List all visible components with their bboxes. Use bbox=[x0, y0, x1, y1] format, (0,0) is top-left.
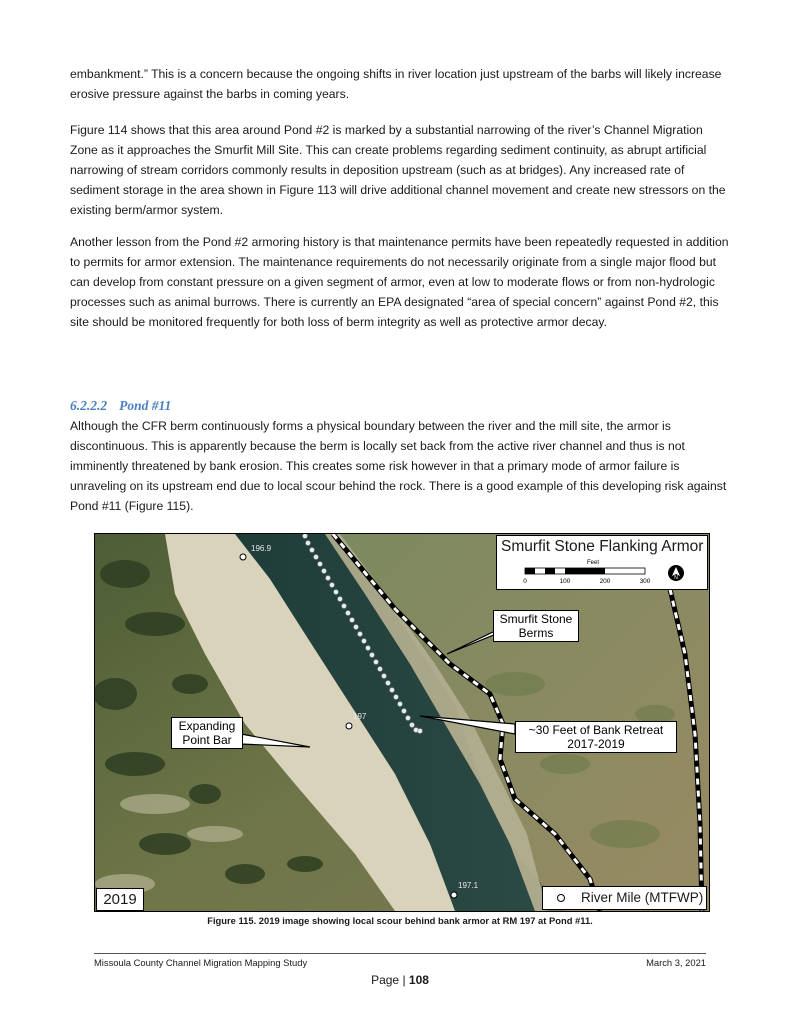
figure-caption: Figure 115. 2019 image showing local scour behind bank armor at RM 197 at Pond #11. bbox=[207, 915, 593, 926]
scale-tick: 200 bbox=[599, 578, 611, 585]
river-mile-label: 197.1 bbox=[458, 881, 479, 890]
legend-label: River Mile (MTFWP) bbox=[581, 890, 704, 905]
paragraph-1: embankment.” This is a concern because the ongoing shifts in river location just upstream of the barbs will likely increase erosive pressure against the barbs in coming years. bbox=[70, 67, 722, 101]
paragraph-3: Another lesson from the Pond #2 armoring history is that maintenance permits have been repeatedly requested in addition to permits for armor extension. The maintenance requirements do not necessarily originate from a single major flood but can develop from constant pressure on a given segment of armor, even at low to moderate flows or from non-hydrologic processes such as animal burrows. There is currently an EPA designated “area of special concern” against Pond #2, this site should be monitored frequently for both loss of berm integrity as well as protective armor decay. bbox=[70, 235, 729, 329]
scale-tick: 300 bbox=[639, 578, 651, 585]
section-title: Pond #11 bbox=[119, 398, 172, 413]
footer-divider bbox=[94, 953, 706, 954]
river-mile-label: 197 bbox=[353, 712, 367, 721]
year-label: 2019 bbox=[96, 888, 144, 911]
callout-bank-retreat bbox=[515, 721, 677, 753]
callout-point-bar: Expanding Point Bar bbox=[171, 717, 243, 749]
page-number bbox=[0, 973, 800, 987]
footer-study-title: Missoula County Channel Migration Mapping Study bbox=[94, 957, 308, 968]
scale-unit: Feet bbox=[586, 560, 600, 566]
page-number-value: 108 bbox=[408, 973, 429, 987]
paragraph-2: Figure 114 shows that this area around Pond #2 is marked by a substantial narrowing of the river’s Channel Migration Zone as it approaches the Smurfit Mill Site. This can create problems regarding sediment continuity, as abrupt artificial narrowing of stream corridors commonly results in deposition upstream (such as at bridges). Any increased rate of sediment storage in the area shown in Figure 113 will drive additional channel movement and create new stressors on the existing berm/armor system. bbox=[70, 123, 726, 217]
section-number: 6.2.2.2 bbox=[70, 398, 108, 413]
north-arrow-icon bbox=[668, 565, 684, 581]
scale-tick: 100 bbox=[559, 578, 571, 585]
map-title-box bbox=[496, 535, 708, 590]
page-label: Page | bbox=[371, 973, 409, 987]
river-mile-symbol-icon bbox=[557, 894, 565, 902]
callout-retreat-line2: 2017-2019 bbox=[567, 737, 625, 751]
svg-text:N: N bbox=[674, 575, 678, 581]
legend bbox=[542, 886, 707, 910]
callout-retreat-line1: ~30 Feet of Bank Retreat bbox=[528, 723, 664, 737]
aerial-figure bbox=[94, 533, 710, 912]
scale-tick: 0 bbox=[523, 578, 527, 585]
section-heading bbox=[70, 398, 171, 414]
paragraph-4: Although the CFR berm continuously forms a physical boundary between the river and the mill site, the armor is discontinuous. This is apparently because the berm is locally set back from the active river channel and thus is not imminently threatened by bank erosion. This creates some risk however in that a primary mode of armor failure is unraveling on its upstream end due to local scour behind the rock. There is a good example of this developing risk against Pond #11 (Figure 115). bbox=[70, 419, 727, 513]
scale-bar bbox=[515, 558, 695, 588]
footer-date: March 3, 2021 bbox=[646, 957, 706, 968]
map-title: Smurfit Stone Flanking Armor bbox=[501, 538, 704, 555]
callout-berms: Smurfit Stone Berms bbox=[493, 610, 579, 642]
river-mile-label: 196.9 bbox=[251, 544, 272, 553]
